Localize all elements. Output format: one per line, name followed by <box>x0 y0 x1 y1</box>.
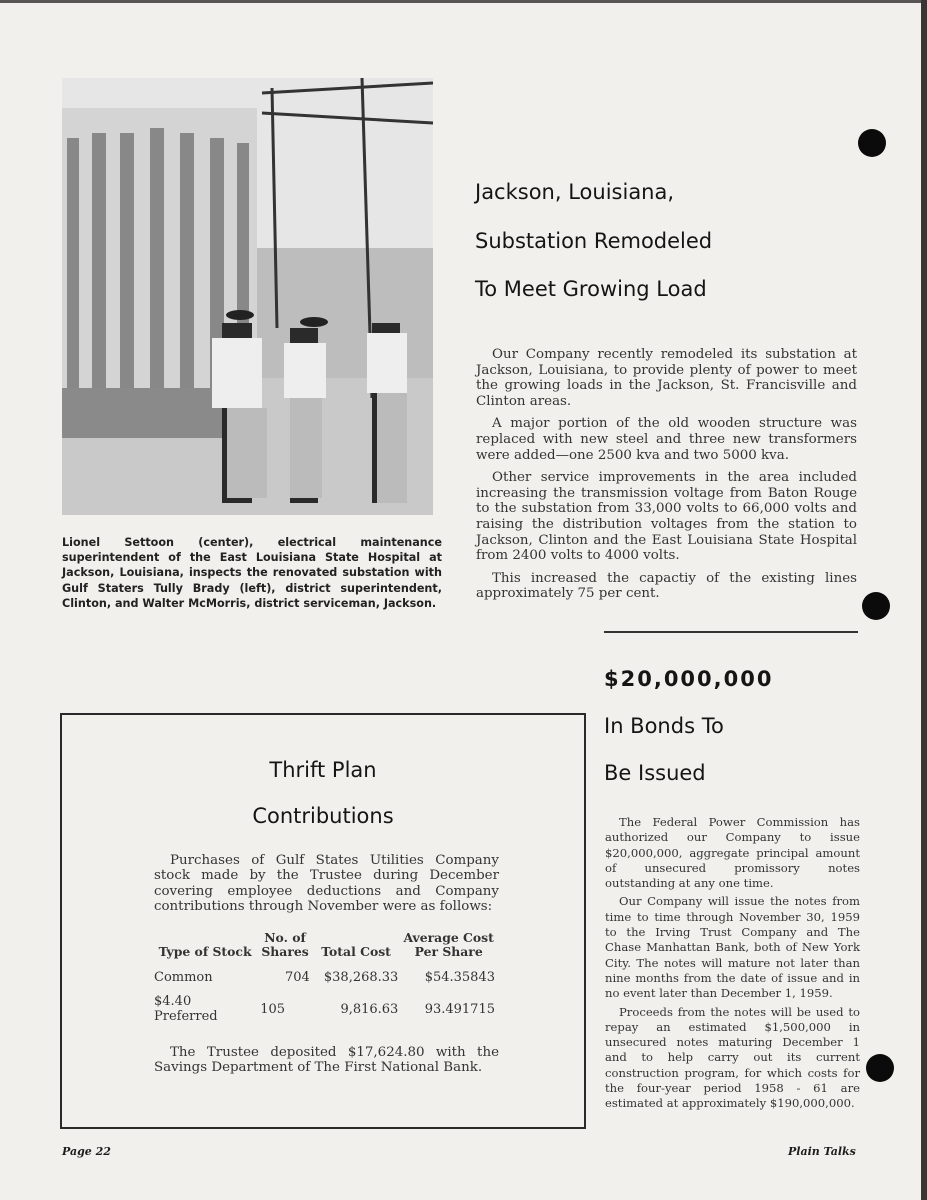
page-right-edge <box>921 0 927 1200</box>
paragraph: The Federal Power Commission has authorized our Company to issue $20,000,000, aggregate principal amount of unsecured promissory notes outstanding at any one time. <box>605 815 860 891</box>
title-line: Contributions <box>252 804 394 828</box>
substation-photo <box>62 78 433 515</box>
title-line: Thrift Plan <box>269 758 377 782</box>
photo-caption: Lionel Settoon (center), electrical maintenance superintendent of the East Louisiana State Hospital at Jackson, Louisiana, inspects the renovated substation with Gulf Staters Tully Brady (left), district superintendent, Clinton, and Walter McMorris, district serviceman, Jackson. <box>62 536 442 610</box>
column-header: Total Cost <box>321 943 391 959</box>
title-line: Be Issued <box>604 761 706 785</box>
title-line: Jackson, Louisiana, <box>475 180 675 204</box>
table-header-row <box>154 931 499 967</box>
thrift-plan-title <box>62 747 584 839</box>
paragraph: The Trustee deposited $17,624.80 with the Savings Department of The First National Bank. <box>154 1044 499 1076</box>
paragraph: Other service improvements in the area included increasing the transmission voltage from Baton Rouge to the substation from 33,000 volts to 66,000 volts and raising the distribution voltages from the station to Jackson, Clinton and the East Louisiana State Hospital from 2400 volts to 4000 volts. <box>476 470 857 564</box>
thrift-plan-box <box>60 713 586 1129</box>
stock-purchase-table <box>154 931 499 1031</box>
page-number: Page 22 <box>62 1145 111 1158</box>
binder-hole <box>866 1054 894 1082</box>
column-header: Type of Stock <box>158 943 252 959</box>
title-line: $20,000,000 <box>604 667 774 691</box>
section-divider <box>604 631 858 633</box>
article-title-bonds <box>604 656 773 797</box>
paragraph: Our Company recently remodeled its substation at Jackson, Louisiana, to provide plenty of power to meet the growing loads in the Jackson, St. Francisville and Clinton areas. <box>476 347 857 409</box>
table-cell: 9,816.63 <box>340 1001 399 1017</box>
paragraph: A major portion of the old wooden structure was replaced with new steel and three new transformers were added—one 2500 kva and two 5000 kva. <box>476 416 857 463</box>
page-top-edge <box>0 0 927 3</box>
article-body-substation <box>476 347 857 609</box>
paragraph: Proceeds from the notes will be used to repay an estimated $1,500,000 in unsecured notes maturing December 1 and to help carry out its current construction program, for which costs for the four-year period 1958 - 61 are estimated at approximately $190,000,000. <box>605 1004 860 1111</box>
paragraph: Our Company will issue the notes from time to time through November 30, 1959 to the Irving Trust Company and The Chase Manhattan Bank, both of New York City. The notes will mature not later than nine months from the date of issue and in no event later than December 1, 1959. <box>605 894 860 1001</box>
publication-name: Plain Talks <box>788 1145 856 1158</box>
table-cell: $54.35843 <box>424 969 495 985</box>
table-row <box>154 991 499 1031</box>
table-cell: $38,268.33 <box>323 969 399 985</box>
article-body-bonds <box>605 815 860 1115</box>
table-cell: Common <box>154 969 213 985</box>
paragraph: This increased the capactiy of the existing lines approximately 75 per cent. <box>476 570 857 602</box>
table-row <box>154 967 499 991</box>
thrift-plan-body <box>154 853 499 1083</box>
binder-hole <box>862 592 890 620</box>
column-header: No. of Shares <box>261 929 309 959</box>
article-title-substation <box>475 168 712 314</box>
title-line: To Meet Growing Load <box>475 277 707 301</box>
table-cell: $4.40 Preferred <box>154 994 218 1025</box>
paragraph: Purchases of Gulf States Utilities Company stock made by the Trustee during December covering employee deductions and Company contributions through November were as follows: <box>154 853 499 915</box>
title-line: Substation Remodeled <box>475 228 713 253</box>
table-cell: 704 <box>285 969 310 985</box>
title-line: In Bonds To <box>604 714 724 738</box>
table-cell: 105 <box>260 1001 286 1017</box>
column-header: Average Cost Per Share <box>403 929 494 959</box>
table-cell: 93.491715 <box>424 1001 495 1017</box>
binder-hole <box>858 129 886 157</box>
